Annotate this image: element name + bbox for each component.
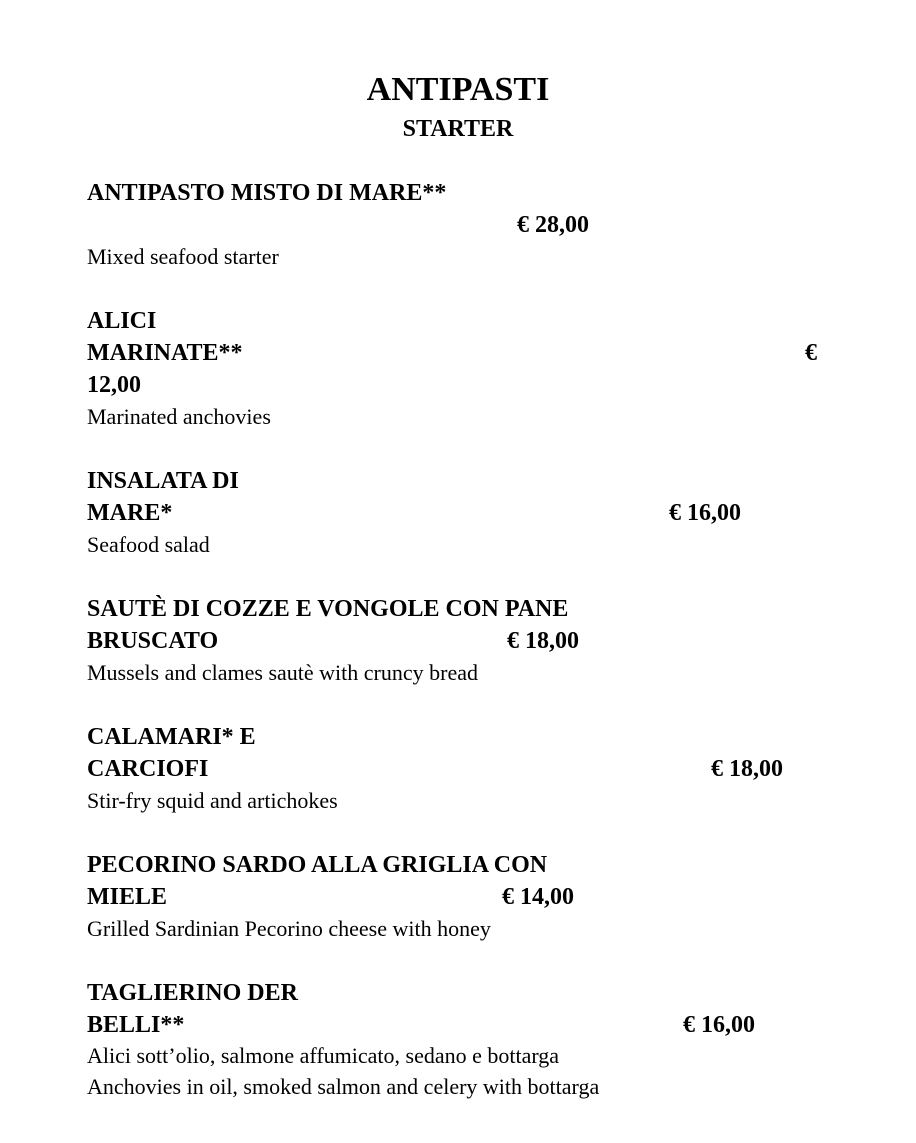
dish-name: INSALATA DI	[87, 468, 239, 494]
dish-name-line2: MARE*	[87, 500, 173, 526]
dish-description: Mussels and clames sautè with cruncy bread	[87, 660, 478, 685]
page-subtitle: STARTER	[402, 116, 514, 142]
dish-description-line2: Anchovies in oil, smoked salmon and celery with bottarga	[87, 1074, 600, 1099]
dish-price: € 16,00	[683, 1012, 755, 1038]
dish-price: € 18,00	[711, 756, 783, 782]
dish-description: Stir-fry squid and artichokes	[87, 788, 338, 813]
dish-name-line2: MARINATE**	[87, 340, 243, 366]
dish-description: Mixed seafood starter	[87, 244, 279, 269]
dish-description: Alici sott’olio, salmone affumicato, sedano e bottarga	[87, 1043, 560, 1068]
dish-name: SAUTÈ DI COZZE E VONGOLE CON PANE	[87, 596, 569, 622]
dish-description: Marinated anchovies	[87, 404, 271, 429]
dish-name: ANTIPASTO MISTO DI MARE**	[87, 180, 447, 206]
dish-name: ALICI	[87, 308, 157, 334]
dish-name-line2: MIELE	[87, 884, 168, 910]
dish-price: € 14,00	[502, 884, 574, 910]
dish-name-line2: BELLI**	[87, 1012, 185, 1038]
dish-name: TAGLIERINO DER	[87, 980, 298, 1006]
dish-price-symbol: €	[805, 340, 817, 366]
dish-price: € 18,00	[507, 628, 579, 654]
dish-name-line2: CARCIOFI	[87, 756, 209, 782]
dish-name-line2: BRUSCATO	[87, 628, 219, 654]
dish-name: CALAMARI* E	[87, 724, 256, 750]
dish-price: € 16,00	[669, 500, 741, 526]
dish-description: Grilled Sardinian Pecorino cheese with honey	[87, 916, 491, 941]
dish-price: 12,00	[87, 372, 141, 398]
page-title: ANTIPASTI	[366, 71, 550, 108]
dish-name: PECORINO SARDO ALLA GRIGLIA CON	[87, 852, 548, 878]
dish-description: Seafood salad	[87, 532, 210, 557]
dish-price: € 28,00	[517, 212, 589, 238]
